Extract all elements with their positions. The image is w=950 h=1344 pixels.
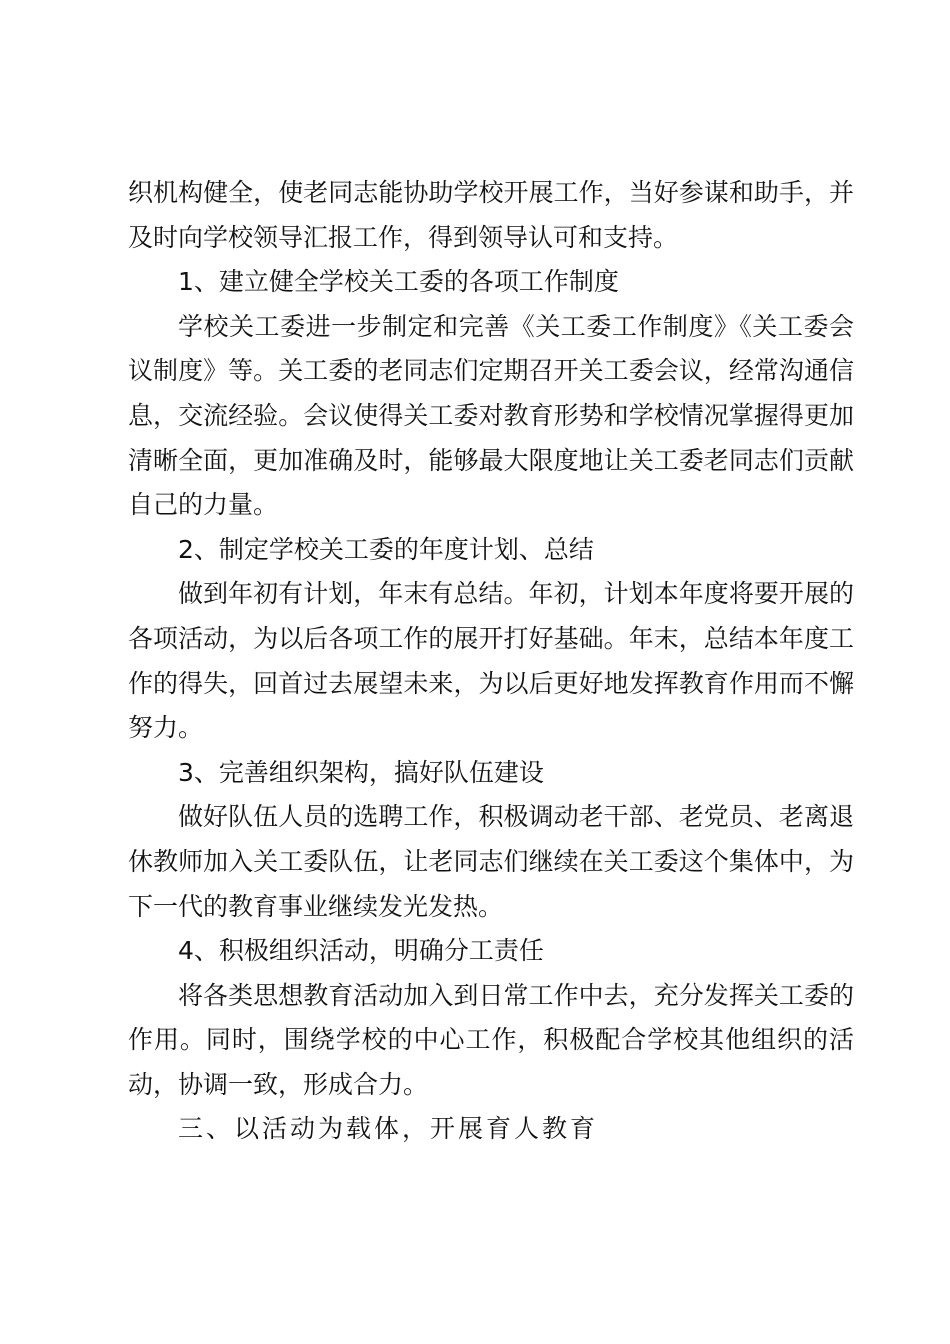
- paragraph-activities: 将各类思想教育活动加入到日常工作中去，充分发挥关工委的作用。同时，围绕学校的中心工作，积极配合学校其他组织的活动，协调一致，形成合力。: [128, 980, 854, 1099]
- paragraph-work-system: 学校关工委进一步制定和完善《关工委工作制度》《关工委会议制度》等。关工委的老同志们定期召开关工委会议，经常沟通信息，交流经验。会议使得关工委对教育形势和学校情况掌握得更加清晰全面，更加准确及时，能够最大限度地让关工委老同志们贡献自己的力量。: [128, 311, 854, 520]
- section-heading-1: 1、建立健全学校关工委的各项工作制度: [178, 267, 619, 297]
- section-heading-4: 4、积极组织活动，明确分工责任: [178, 936, 544, 966]
- paragraph-continuation: 织机构健全，使老同志能协助学校开展工作，当好参谋和助手，并及时向学校领导汇报工作，得到领导认可和支持。: [128, 178, 854, 252]
- paragraph-annual-plan: 做到年初有计划，年末有总结。年初，计划本年度将要开展的各项活动，为以后各项工作的展开打好基础。年末，总结本年度工作的得失，回首过去展望未来，为以后更好地发挥教育作用而不懈努力。: [128, 579, 854, 743]
- chapter-heading-3: 三、以活动为载体，开展育人教育: [178, 1114, 599, 1144]
- section-heading-3: 3、完善组织架构，搞好队伍建设: [178, 757, 544, 787]
- section-heading-2: 2、制定学校关工委的年度计划、总结: [178, 534, 594, 564]
- paragraph-team-building: 做好队伍人员的选聘工作，积极调动老干部、老党员、老离退休教师加入关工委队伍，让老同志们继续在关工委这个集体中，为下一代的教育事业继续发光发热。: [128, 802, 854, 921]
- document-body: [128, 171, 854, 1152]
